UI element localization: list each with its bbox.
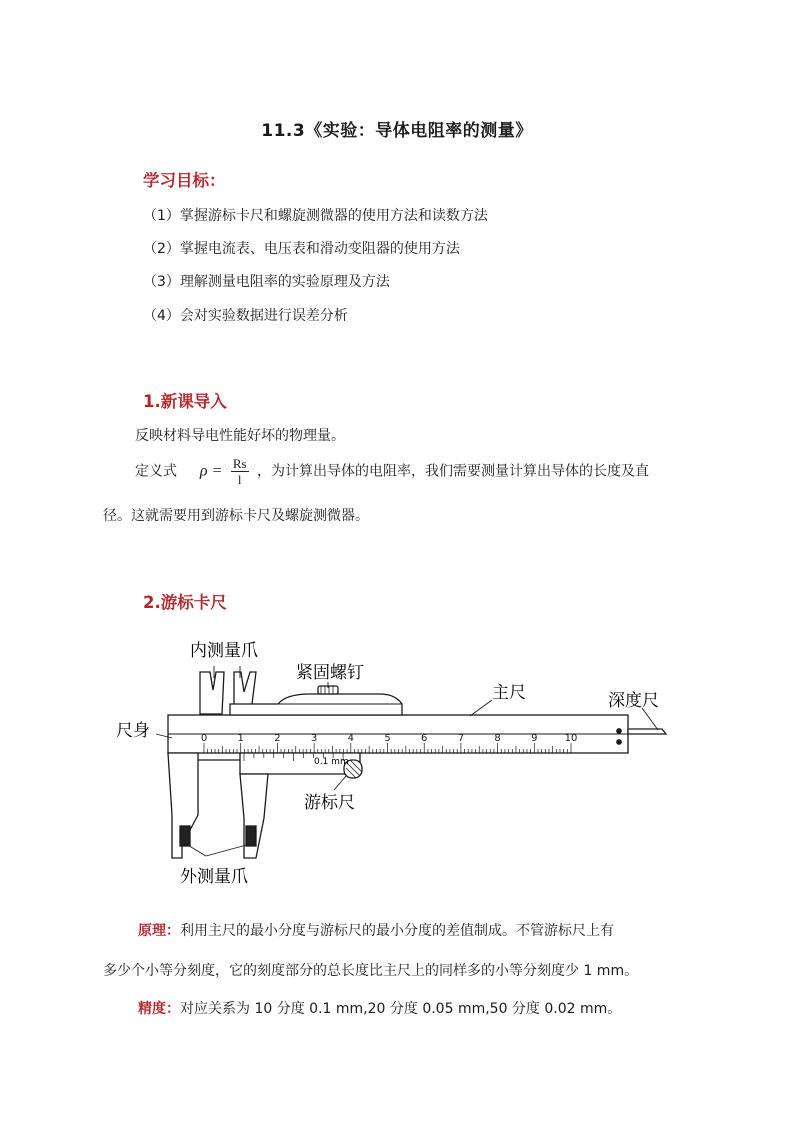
- depth-rod: [628, 729, 666, 734]
- principle-text2: 多少个小等分刻度，它的刻度部分的总长度比主尺上的同样多的小等分刻度少 1 mm。: [103, 963, 639, 979]
- formula-lhs: ρ =: [199, 462, 223, 480]
- objective-item-1: （1）掌握游标卡尺和螺旋测微器的使用方法和读数方法: [143, 208, 488, 224]
- page-title: 11.3《实验：导体电阻率的测量》: [261, 121, 533, 141]
- principle-line1: [138, 921, 614, 941]
- main-scale-number: 3: [310, 733, 318, 744]
- definition-line: [135, 456, 649, 487]
- label-outer-jaw: 外测量爪: [180, 867, 248, 887]
- vernier-caliper-figure: [110, 630, 680, 895]
- main-scale-number: 10: [564, 733, 578, 744]
- inner-jaw-fixed: [200, 672, 224, 714]
- formula-numerator: Rs: [232, 456, 247, 471]
- label-body: 尺身: [116, 721, 150, 741]
- objective-item-4: （4）会对实验数据进行误差分析: [143, 308, 348, 324]
- principle-label: 原理：: [138, 923, 180, 939]
- objective-item-2: （2）掌握电流表、电压表和滑动变阻器的使用方法: [143, 241, 460, 257]
- label-vernier: 游标尺: [304, 793, 355, 813]
- main-scale-number: 7: [457, 733, 465, 744]
- section2-heading: 2.游标卡尺: [143, 593, 227, 612]
- main-scale-number: 8: [494, 733, 501, 744]
- objective-item-3: （3）理解测量电阻率的实验原理及方法: [143, 274, 390, 290]
- section1-line3: 径。这就需要用到游标卡尺及螺旋测微器。: [103, 508, 369, 524]
- section1-heading: 1.新课导入: [143, 392, 227, 411]
- principle-text1: 利用主尺的最小分度与游标尺的最小分度的差值制成。不管游标尺上有: [180, 923, 614, 939]
- main-scale-number: 1: [237, 733, 244, 744]
- objectives-heading: 学习目标：: [143, 171, 226, 190]
- definition-prefix: 定义式: [135, 463, 177, 480]
- main-scale-number: 2: [274, 733, 281, 744]
- label-depth-rod: 深度尺: [608, 691, 659, 711]
- label-inner-jaw: 内测量爪: [190, 641, 258, 661]
- main-scale-number: 9: [531, 733, 538, 744]
- definition-suffix: ，为计算出导体的电阻率，我们需要测量计算出导体的长度及直: [257, 463, 650, 480]
- main-scale-number: 4: [347, 733, 354, 744]
- precision-line: [138, 999, 621, 1019]
- label-main-scale: 主尺: [492, 683, 526, 703]
- label-lock-screw: 紧固螺钉: [296, 663, 364, 683]
- label-vernier-unit: 0.1 mm: [314, 757, 349, 767]
- main-scale-number: 0: [200, 733, 208, 744]
- formula-denominator: l: [237, 472, 242, 487]
- section1-line1: 反映材料导电性能好坏的物理量。: [135, 428, 345, 444]
- formula-fraction: [231, 456, 249, 487]
- precision-text: 对应关系为 10 分度 0.1 mm,20 分度 0.05 mm,50 分度 0.02 mm。: [180, 1001, 622, 1017]
- main-scale-number: 5: [384, 733, 391, 744]
- main-scale-number: 6: [421, 733, 428, 744]
- precision-label: 精度：: [138, 1001, 180, 1017]
